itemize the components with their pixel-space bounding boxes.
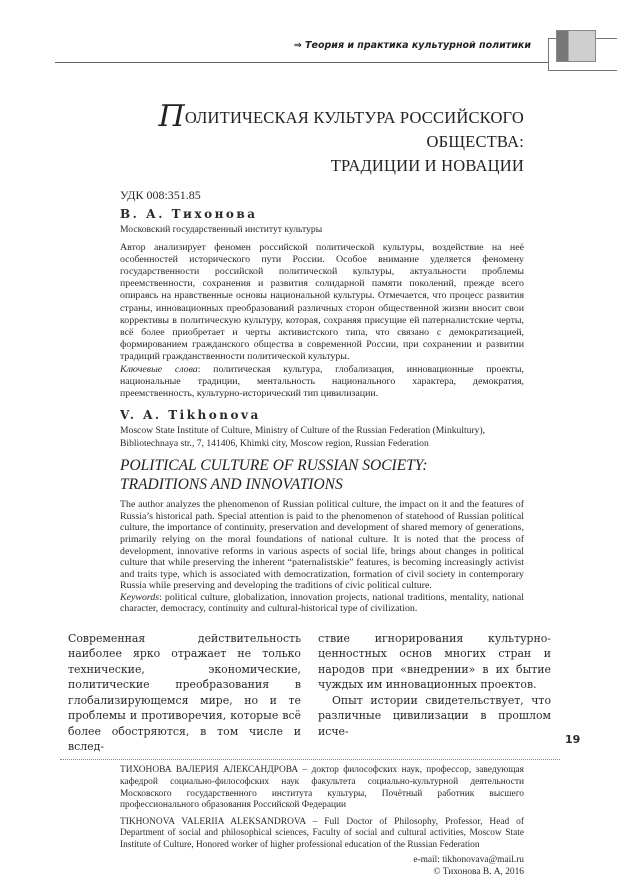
- affiliation-ru: Московский государственный институт культуры: [120, 224, 323, 235]
- contact-info: [120, 855, 524, 878]
- abstract-en: [120, 499, 524, 615]
- affiliation-en-line-1: Moscow State Institute of Culture, Ministry of Culture of the Russian Federation (Minkultury),: [120, 425, 486, 437]
- author-name-en: V. A. Tikhonova: [120, 408, 261, 423]
- copyright: © Тихонова В. А, 2016: [433, 867, 524, 878]
- udk-code: УДК 008:351.85: [120, 188, 201, 202]
- keywords-label-en: Keywords: [120, 591, 160, 603]
- title-line-1: ОЛИТИЧЕСКАЯ КУЛЬТУРА РОССИЙСКОГО ОБЩЕСТВА:: [184, 108, 524, 151]
- title-initial: П: [158, 99, 185, 134]
- keywords-label-ru: Ключевые слова: [120, 363, 198, 375]
- keywords-en: : political culture, globalization, innovation projects, national traditions, mentality, national character, democracy, continuity and cultural-historical type of civilization.: [120, 591, 524, 615]
- article-title-en: [120, 456, 524, 494]
- author-name-ru: В. А. Тихонова: [120, 207, 258, 221]
- affiliation-en: [120, 425, 524, 450]
- page-number: 19: [565, 733, 581, 746]
- affiliation-en-line-2: Bibliotechnaya str., 7, 141406, Khimki city, Moscow region, Russian Federation: [120, 437, 429, 449]
- body-paragraph: ствие игнорирования культурно-ценностных основ многих стран и народов при «внедрении» в их бытие чуждых им инновационных проектов.: [318, 632, 551, 692]
- footnote-divider: [60, 759, 560, 760]
- title-en-line-2: TRADITIONS AND INNOVATIONS: [120, 476, 343, 494]
- title-line-2: ТРАДИЦИИ И НОВАЦИИ: [330, 156, 524, 175]
- title-en-line-1: POLITICAL CULTURE OF RUSSIAN SOCIETY:: [120, 457, 428, 475]
- column-capital-logo-icon: [556, 30, 596, 62]
- author-email[interactable]: e-mail: tikhonovava@mail.ru: [413, 855, 524, 866]
- body-paragraph: Современная действительность наиболее ярко отражает не только технические, экономические, политические преобразования в глобализирующемся мире, но и те проблемы и противоречия, которые всё более обостряются, в том числе и вслед-: [68, 632, 301, 753]
- author-bio-en: TIKHONOVA VALERIIA ALEKSANDROVA – Full Doctor of Philosophy, Professor, Head of Department of social and philosophical sciences, Faculty of social and cultural activities, Moscow State Institute of Culture, Honored worker of higher professional education of the Russian Federation: [120, 816, 524, 850]
- abstract-en-text: The author analyzes the phenomenon of Russian political culture, the impact on it and the features of Russia’s historical path. Special attention is paid to the phenomenon of statehood of Russian political culture, the importance of continuity, preservation and development of shared memory of generations, primarily relying on the moral foundations of national culture. It is noted that the process of development, innovative reforms in various aspects of social life, brings about changes in political culture that while preserving the inherent “paternalistskie” features, is becoming increasingly activist and traits type, which is associated with democratization, formation of civil society in contemporary Russia while preserving and developing the traditions of civic political culture.: [120, 499, 524, 592]
- body-paragraph: Опыт истории свидетельствует, что различные цивилизации в прошлом исче-: [318, 693, 551, 738]
- page-content: [0, 99, 617, 879]
- author-bio-ru: ТИХОНОВА ВАЛЕРИЯ АЛЕКСАНДРОВА – доктор философских наук, профессор, заведующая кафедрой социально-философских наук факультета социально-культурной деятельности Московского государственного института культуры, Почётный работник высшего профессионального образования Российской Федерации: [120, 765, 524, 811]
- header-rule: [55, 62, 548, 63]
- article-title-ru: [120, 99, 524, 178]
- abstract-ru: [120, 242, 524, 401]
- keywords-ru: : политическая культура, глобализация, инновационные проекты, национальные традиции, ментальность национального характера, демократия, преемственность, культурно-исторический тип цивилизации.: [120, 363, 524, 399]
- body-columns: [68, 631, 551, 754]
- body-column-left: [68, 631, 301, 754]
- body-column-right: [318, 631, 551, 754]
- running-header: ⇒ Теория и практика культурной политики: [293, 40, 531, 51]
- abstract-ru-text: Автор анализирует феномен российской политической культуры, воздействие на неё особенностей исторического пути России. Особое внимание уделяется феномену государственности российской политической культуры, актуальности проблемы преемственности, сохранения и развития солидарной памяти поколений, прежде всего опираясь на нравственные основы национальной культуры. Отмечается, что процесс развития страны, инновационных преобразований различных сторон общественной жизни вносит свои коррективы в политическую культуру, которая, сохраняя присущие ей патерналистские черты, всё более приобретает и черты активистского типа, что связано с демократизацией, формированием гражданского общества в современной России, при сохранении и развитии традиций гражданственности политической культуры.: [120, 241, 524, 363]
